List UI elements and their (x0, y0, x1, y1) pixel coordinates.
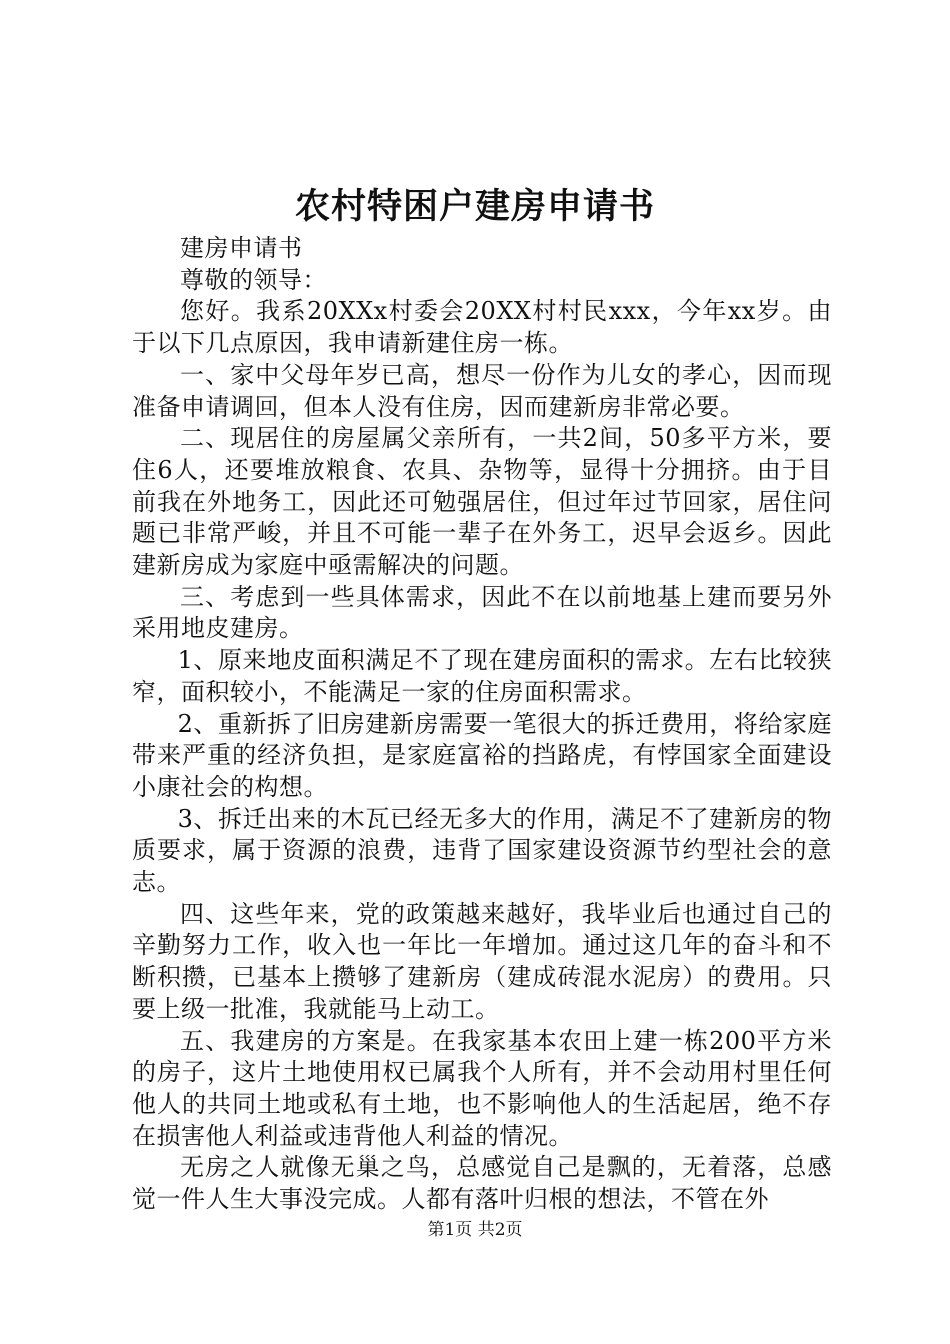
paragraph-closing: 无房之人就像无巢之鸟，总感觉自己是飘的，无着落，总感觉一件人生大事没完成。人都有落叶归根的想法，不管在外 (132, 1153, 832, 1214)
paragraph-heading: 建房申请书 (180, 234, 303, 262)
paragraph-reason-5: 五、我建房的方案是。在我家基本农田上建一栋200平方米的房子，这片土地使用权已属我个人所有，并不会动用村里任何他人的共同土地或私有土地，也不影响他人的生活起居，绝不存在损害他人利益或违背他人利益的情况。 (132, 1026, 832, 1150)
paragraph-item-1: 1、原来地皮面积满足不了现在建房面积的需求。左右比较狭窄，面积较小，不能满足一家的住房面积需求。 (132, 646, 832, 706)
paragraph-reason-3: 三、考虑到一些具体需求，因此不在以前地基上建而要另外采用地皮建房。 (132, 582, 832, 643)
document-body (132, 233, 832, 1216)
paragraph-item-3: 3、拆迁出来的木瓦已经无多大的作用，满足不了建新房的物质要求，属于资源的浪费，违背了国家建设资源节约型社会的意志。 (132, 804, 832, 897)
paragraph-reason-2: 二、现居住的房屋属父亲所有，一共2间，50多平方米，要住6人，还要堆放粮食、农具、杂物等，显得十分拥挤。由于目前我在外地务工，因此还可勉强居住，但过年过节回家，居住问题已非常严峻，并且不可能一辈子在外务工，迟早会返乡。因此建新房成为家庭中亟需解决的问题。 (132, 424, 832, 580)
document-title: 农村特困户建房申请书 (294, 186, 655, 227)
paragraph-salutation: 尊敬的领导： (180, 265, 327, 294)
page-footer: 第1页 共2页 (427, 1220, 523, 1240)
paragraph-reason-1: 一、家中父母年岁已高，想尽一份作为儿女的孝心，因而现准备申请调回，但本人没有住房，因而建新房非常必要。 (132, 360, 832, 421)
paragraph-intro: 您好。我系20XXx村委会20XX村村民xxx，今年xx岁。由于以下几点原因，我申请新建住房一栋。 (132, 297, 832, 358)
paragraph-reason-4: 四、这些年来，党的政策越来越好，我毕业后也通过自己的辛勤努力工作，收入也一年比一年增加。通过这几年的奋斗和不断积攒，已基本上攒够了建新房（建成砖混水泥房）的费用。只要上级一批准，我就能马上动工。 (132, 899, 832, 1023)
paragraph-item-2: 2、重新拆了旧房建新房需要一笔很大的拆迁费用，将给家庭带来严重的经济负担，是家庭富裕的挡路虎，有悖国家全面建设小康社会的构想。 (132, 709, 832, 801)
